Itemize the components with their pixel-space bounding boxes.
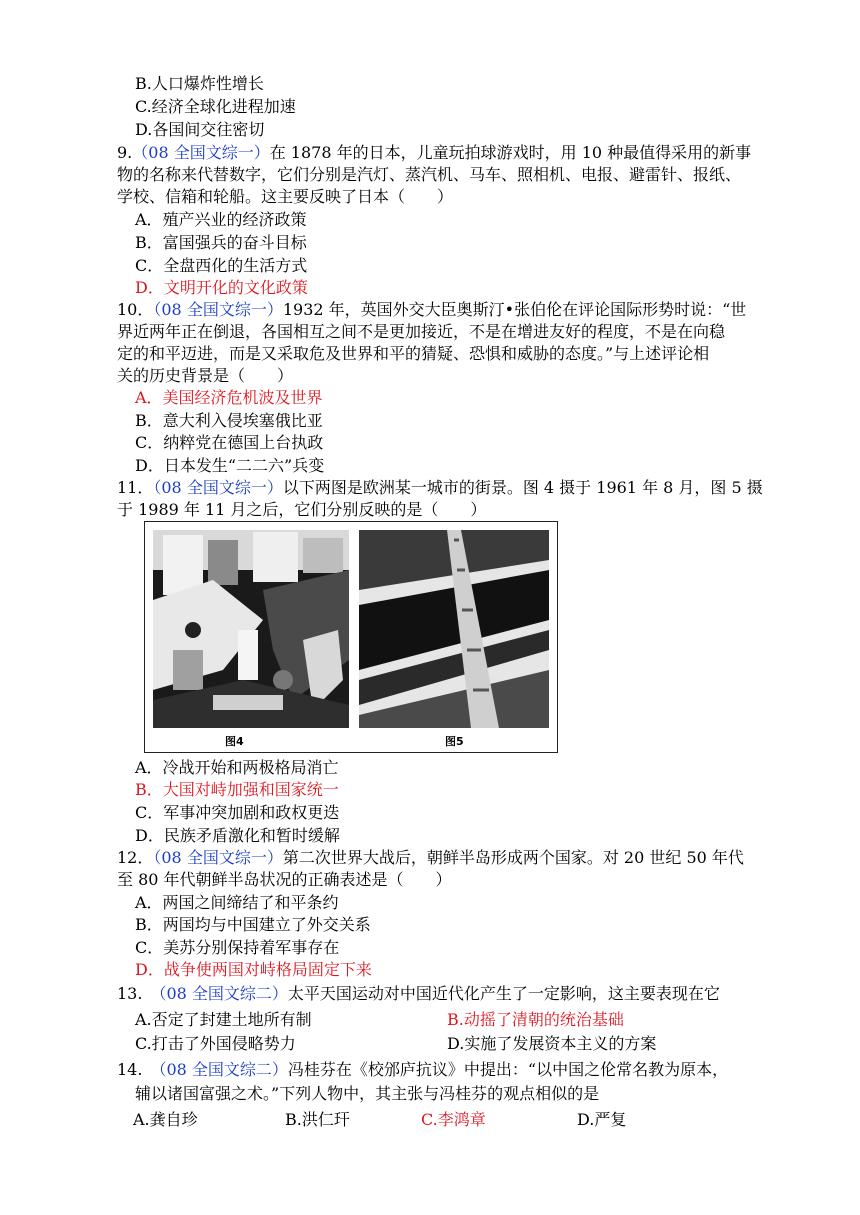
q14-option-a: A.龚自珍 [133,1110,198,1129]
q13-source: （08 全国文综二） [158,984,288,1003]
q13-stem-line1 [117,983,720,1005]
q9-option-a: A．殖产兴业的经济政策 [135,210,307,229]
photo-figure-5 [359,530,549,728]
street-photos-figure [144,521,558,753]
q11-option-d: D．民族矛盾激化和暂时缓解 [135,826,340,845]
q13-option-c: C.打击了外国侵略势力 [135,1034,296,1053]
q9-option-d-answer: D．文明开化的文化政策 [135,278,308,297]
q11-source: （08 全国文综一） [153,478,283,497]
q9-number: 9. [117,143,133,162]
q14-stem-line2: 辅以诸国富强之术。”下列人物中，其主张与冯桂芬的观点相似的是 [135,1084,600,1103]
q13-number: 13. [117,984,159,1003]
q12-number: 12． [117,848,154,867]
q14-text: 冯桂芬在《校邠庐抗议》中提出：“以中国之伦常名教为原本， [287,1060,729,1079]
q12-option-b: B．两国均与中国建立了外交关系 [135,915,371,934]
q11-number: 11． [117,478,154,497]
q11-stem-line1 [117,477,763,499]
q10-stem-line4: 关的历史背景是（ ） [117,366,294,385]
photo-figure-4 [153,530,349,728]
q10-stem-line2: 界近两年正在倒退，各国相互之间不是更加接近，不是在增进友好的程度，不是在向稳 [117,322,726,341]
q8-option-c: C.经济全球化进程加速 [135,97,296,116]
q9-option-c: C．全盘西化的生活方式 [135,256,308,275]
q9-option-b: B．富国强兵的奋斗目标 [135,233,307,252]
q12-option-d-answer: D．战争使两国对峙格局固定下来 [135,960,372,979]
q14-option-b: B.洪仁玕 [285,1110,350,1129]
q11-option-a: A．冷战开始和两极格局消亡 [135,758,339,777]
q14-option-c-answer: C.李鸿章 [421,1110,486,1129]
q10-option-a-answer: A．美国经济危机波及世界 [135,388,323,407]
photo-figure-5-image [359,530,549,728]
q8-option-b: B.人口爆炸性增长 [135,74,264,93]
q10-source: （08 全国文综一） [153,300,283,319]
q11-text: 以下两图是欧洲某一城市的街景。图 4 摄于 1961 年 8 月，图 5 摄 [282,478,763,497]
figure-4-caption: 图4 [225,735,244,748]
q13-option-d: D.实施了发展资本主义的方案 [447,1034,657,1053]
q11-option-b-answer: B．大国对峙加强和国家统一 [135,780,339,799]
q12-text: 第二次世界大战后，朝鲜半岛形成两个国家。对 20 世纪 50 年代 [282,848,744,867]
q9-source: （08 全国文综一） [132,143,270,162]
q9-stem-line1 [117,142,751,164]
q11-stem-line2: 于 1989 年 11 月之后，它们分别反映的是（ ） [117,500,487,519]
q10-option-c: C．纳粹党在德国上台执政 [135,433,324,452]
q14-option-d: D.严复 [577,1110,627,1129]
q9-text: 在 1878 年的日本，儿童玩拍球游戏时，用 10 种最值得采用的新事 [269,143,752,162]
q10-text: 1932 年，英国外交大臣奥斯汀•张伯伦在评论国际形势时说：“世 [282,300,747,319]
q12-stem-line1 [117,847,744,869]
q10-option-b: B．意大利入侵埃塞俄比亚 [135,411,323,430]
q13-option-a: A.否定了封建土地所有制 [135,1010,312,1029]
q11-option-c: C．军事冲突加剧和政权更迭 [135,803,340,822]
q12-source: （08 全国文综一） [153,848,283,867]
q13-option-b-answer: B.动摇了清朝的统治基础 [447,1010,624,1029]
q12-stem-line2: 至 80 年代朝鲜半岛状况的正确表述是（ ） [117,870,452,889]
q14-number: 14. [117,1060,159,1079]
q10-stem-line1 [117,299,746,321]
figure-5-caption: 图5 [445,735,464,748]
photo-figure-4-image [153,530,349,728]
q12-option-a: A．两国之间缔结了和平条约 [135,893,339,912]
q9-stem-line3: 学校、信箱和轮船。这主要反映了日本（ ） [117,187,454,206]
q13-text: 太平天国运动对中国近代化产生了一定影响，这主要表现在它 [287,984,720,1003]
q14-stem-line1 [117,1059,728,1081]
q8-option-d: D.各国间交往密切 [135,120,265,139]
q12-option-c: C．美苏分别保持着军事存在 [135,938,340,957]
q14-source: （08 全国文综二） [158,1060,288,1079]
q10-stem-line3: 定的和平迈进，而是又采取危及世界和平的猜疑、恐惧和威胁的态度。”与上述评论相 [117,344,710,363]
q9-stem-line2: 物的名称来代替数字，它们分别是汽灯、蒸汽机、马车、照相机、电报、避雷针、报纸、 [117,165,742,184]
q10-option-d: D．日本发生“二二六”兵变 [135,456,325,475]
q10-number: 10． [117,300,154,319]
